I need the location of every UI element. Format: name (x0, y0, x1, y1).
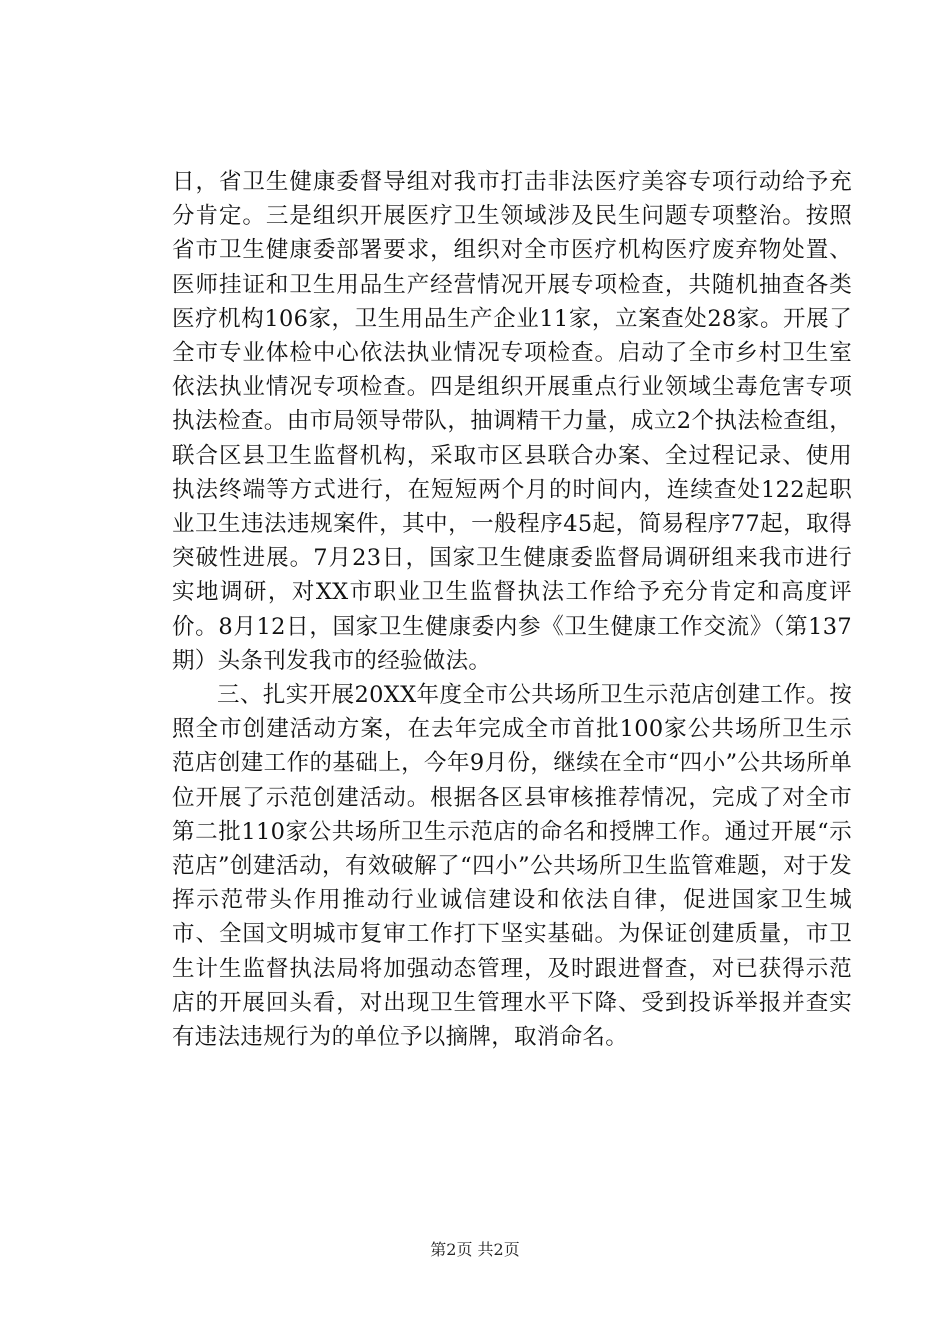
paragraph-continuation: 日，省卫生健康委督导组对我市打击非法医疗美容专项行动给予充分肯定。三是组织开展医疗卫生领域涉及民生问题专项整治。按照省市卫生健康委部署要求，组织对全市医疗机构医疗废弃物处置、医师挂证和卫生用品生产经营情况开展专项检查，共随机抽查各类医疗机构106家，卫生用品生产企业11家，立案查处28家。开展了全市专业体检中心依法执业情况专项检查。启动了全市乡村卫生室依法执业情况专项检查。四是组织开展重点行业领域尘毒危害专项执法检查。由市局领导带队，抽调精干力量，成立2个执法检查组，联合区县卫生监督机构，采取市区县联合办案、全过程记录、使用执法终端等方式进行，在短短两个月的时间内，连续查处122起职业卫生违法违规案件，其中，一般程序45起，简易程序77起，取得突破性进展。7月23日，国家卫生健康委监督局调研组来我市进行实地调研，对XX市职业卫生监督执法工作给予充分肯定和高度评价。8月12日，国家卫生健康委内参《卫生健康工作交流》（第137期）头条刊发我市的经验做法。 (172, 169, 852, 674)
page-footer: 第2页 共2页 (430, 1240, 520, 1259)
paragraph-section-three: 三、扎实开展20XX年度全市公共场所卫生示范店创建工作。按照全市创建活动方案，在去年完成全市首批100家公共场所卫生示范店创建工作的基础上，今年9月份，继续在全市“四小”公共场所单位开展了示范创建活动。根据各区县审核推荐情况，完成了对全市第二批110家公共场所卫生示范店的命名和授牌工作。通过开展“示范店”创建活动，有效破解了“四小”公共场所卫生监管难题，对于发挥示范带头作用推动行业诚信建设和依法自律，促进国家卫生城市、全国文明城市复审工作打下坚实基础。为保证创建质量，市卫生计生监督执法局将加强动态管理，及时跟进督查，对已获得示范店的开展回头看，对出现卫生管理水平下降、受到投诉举报并查实有违法违规行为的单位予以摘牌，取消命名。 (172, 682, 852, 1051)
document-body (172, 165, 852, 1054)
